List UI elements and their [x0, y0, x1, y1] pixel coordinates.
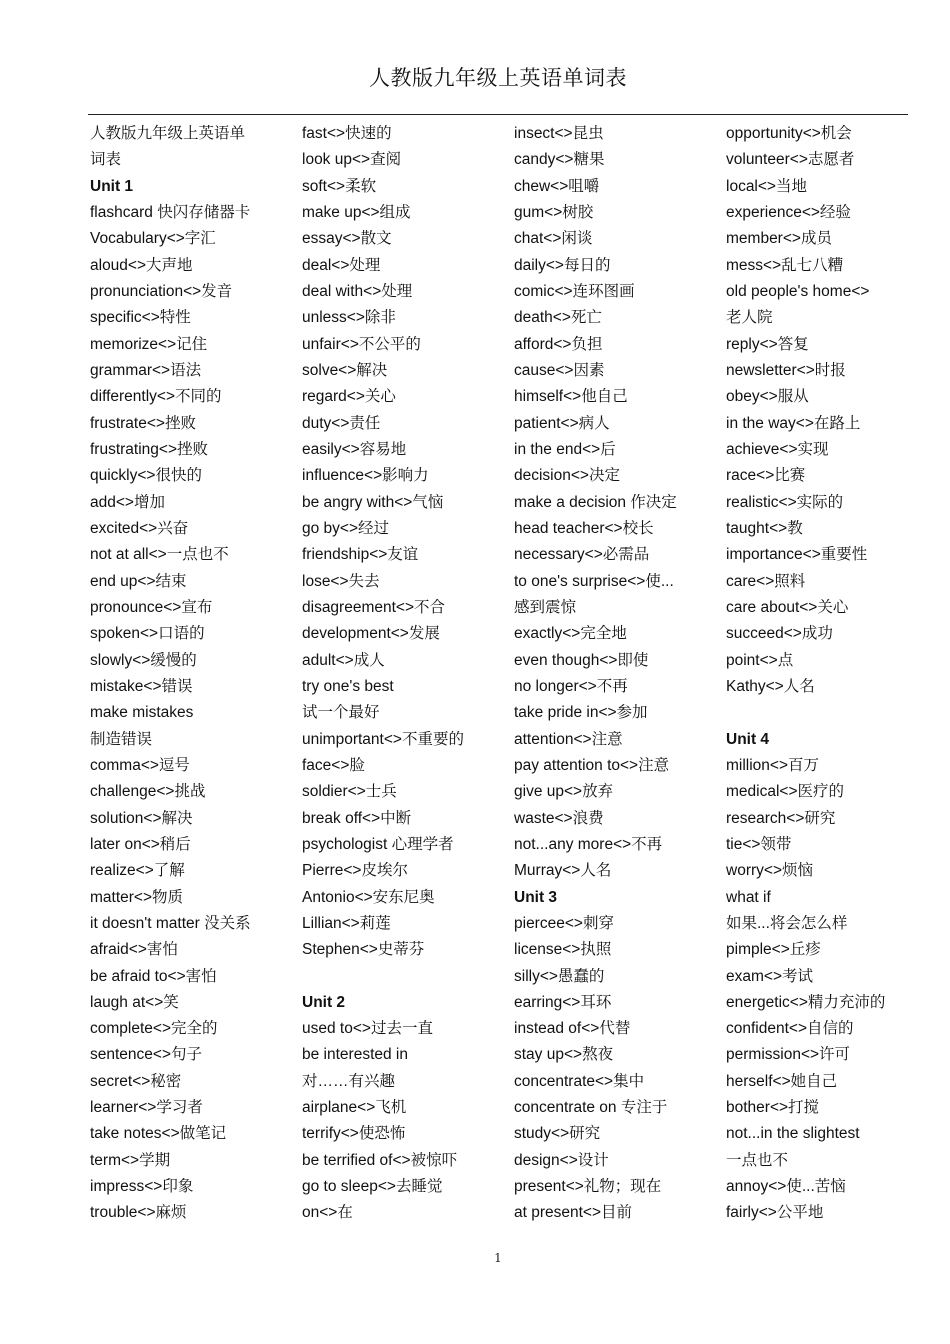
- vocab-entry: deal<>处理: [302, 256, 381, 274]
- vocab-entry: stay up<>熬夜: [514, 1046, 614, 1064]
- vocab-entry: Antonio<>安东尼奥: [302, 888, 435, 906]
- vocab-entry: differently<>不同的: [90, 388, 222, 406]
- vocab-entry: unfair<>不公平的: [302, 335, 421, 353]
- column-3: [514, 121, 726, 1227]
- vocab-entry: license<>执照: [514, 941, 612, 959]
- vocab-entry: worry<>烦恼: [726, 862, 813, 880]
- vocab-entry: used to<>过去一直: [302, 1020, 433, 1038]
- vocab-entry: what if: [726, 888, 771, 906]
- vocab-entry: himself<>他自己: [514, 388, 628, 406]
- vocab-entry: even though<>即使: [514, 651, 649, 669]
- vocab-entry: on<>在: [302, 1204, 353, 1222]
- vocab-entry: soft<>柔软: [302, 177, 377, 195]
- vocab-entry: pronounce<>宣布: [90, 598, 213, 616]
- vocab-entry: easily<>容易地: [302, 440, 407, 458]
- vocab-entry: Stephen<>史蒂芬: [302, 941, 425, 959]
- vocab-entry: 感到震惊: [514, 598, 577, 616]
- vocab-entry: confident<>自信的: [726, 1020, 854, 1038]
- vocab-entry: term<>学期: [90, 1151, 171, 1169]
- vocab-entry: airplane<>飞机: [302, 1099, 407, 1117]
- vocab-entry: disagreement<>不合: [302, 598, 446, 616]
- vocab-entry: care about<>关心: [726, 598, 849, 616]
- vocab-entry: study<>研究: [514, 1125, 601, 1143]
- vocab-entry: solution<>解决: [90, 809, 193, 827]
- vocab-entry: unless<>除非: [302, 309, 396, 327]
- vocab-entry: duty<>责任: [302, 414, 381, 432]
- vocab-entry: pay attention to<>注意: [514, 756, 670, 774]
- vocab-entry: old people's home<>: [726, 282, 870, 300]
- vocab-entry: flashcard 快闪存储器卡: [90, 203, 251, 221]
- vocab-entry: learner<>学习者: [90, 1099, 203, 1117]
- vocab-entry: chat<>闲谈: [514, 230, 593, 248]
- vocab-entry: 词表: [90, 151, 122, 169]
- vocab-entry: sentence<>句子: [90, 1046, 203, 1064]
- vocab-entry: comma<>逗号: [90, 756, 190, 774]
- vocab-entry: be afraid to<>害怕: [90, 967, 217, 985]
- vocab-entry: frustrating<>挫败: [90, 440, 209, 458]
- vocab-entry: necessary<>必需品: [514, 546, 650, 564]
- vocab-entry: mistake<>错误: [90, 677, 193, 695]
- vocab-entry: local<>当地: [726, 177, 807, 195]
- vocab-entry: go by<>经过: [302, 519, 390, 537]
- vocab-entry: adult<>成人: [302, 651, 385, 669]
- vocab-entry: be interested in: [302, 1046, 408, 1064]
- unit-heading: Unit 1: [90, 177, 134, 195]
- vocab-entry: friendship<>友谊: [302, 546, 419, 564]
- vocab-entry: attention<>注意: [514, 730, 623, 748]
- vocab-entry: impress<>印象: [90, 1178, 194, 1196]
- vocab-entry: not...in the slightest: [726, 1125, 860, 1143]
- vocab-entry: 试一个最好: [302, 704, 380, 722]
- vocab-entry: fast<>快速的: [302, 125, 392, 142]
- vocab-entry: to one's surprise<>使...: [514, 572, 674, 590]
- unit-heading: Unit 2: [302, 993, 346, 1011]
- vocab-entry: opportunity<>机会: [726, 125, 852, 142]
- column-2: [302, 121, 514, 1227]
- vocab-entry: essay<>散文: [302, 230, 392, 248]
- vocab-entry: make up<>组成: [302, 203, 411, 221]
- unit-heading: Unit 4: [726, 730, 770, 748]
- vocab-entry: patient<>病人: [514, 414, 610, 432]
- vocab-entry: race<>比赛: [726, 467, 806, 485]
- vocab-entry: trouble<>麻烦: [90, 1204, 187, 1222]
- vocab-entry: daily<>每日的: [514, 256, 611, 274]
- vocab-entry: reply<>答复: [726, 335, 809, 353]
- vocab-entry: 如果...将会怎么样: [726, 914, 848, 932]
- vocab-entry: it doesn't matter 没关系: [90, 914, 251, 932]
- vocab-entry: terrify<>使恐怖: [302, 1125, 406, 1143]
- vocab-entry: insect<>昆虫: [514, 125, 604, 142]
- vocab-entry: frustrate<>挫败: [90, 414, 196, 432]
- vocab-entry: candy<>糖果: [514, 151, 605, 169]
- vocab-entry: soldier<>士兵: [302, 783, 397, 801]
- vocab-entry: experience<>经验: [726, 203, 851, 221]
- vocab-entry: quickly<>很快的: [90, 467, 202, 485]
- vocab-entry: realize<>了解: [90, 862, 185, 880]
- vocab-entry: in the way<>在路上: [726, 414, 861, 432]
- vocab-entry: 制造错误: [90, 730, 153, 748]
- vocab-entry: be terrified of<>被惊吓: [302, 1151, 458, 1169]
- vocab-entry: end up<>结束: [90, 572, 187, 590]
- vocab-entry: decision<>决定: [514, 467, 620, 485]
- vocab-entry: permission<>许可: [726, 1046, 851, 1064]
- vocab-entry: not at all<>一点也不: [90, 546, 229, 564]
- vocab-entry: complete<>完全的: [90, 1020, 218, 1038]
- vocab-entry: 老人院: [726, 309, 773, 327]
- vocab-entry: no longer<>不再: [514, 677, 628, 695]
- vocab-entry: silly<>愚蠢的: [514, 967, 605, 985]
- vocab-entry: [302, 964, 514, 990]
- vocab-entry: be angry with<>气恼: [302, 493, 444, 511]
- vocab-entry: herself<>她自己: [726, 1072, 838, 1090]
- vocab-entry: challenge<>挑战: [90, 783, 206, 801]
- vocab-entry: development<>发展: [302, 625, 440, 643]
- column-4: [726, 121, 938, 1227]
- vocab-entry: waste<>浪费: [514, 809, 604, 827]
- vocab-entry: present<>礼物；现在: [514, 1178, 662, 1196]
- vocab-entry: add<>增加: [90, 493, 165, 511]
- vocab-entry: grammar<>语法: [90, 361, 202, 379]
- vocab-entry: spoken<>口语的: [90, 625, 205, 643]
- vocab-entry: newsletter<>时报: [726, 361, 846, 379]
- vocab-entry: look up<>查阅: [302, 151, 402, 169]
- vocab-entry: achieve<>实现: [726, 440, 829, 458]
- vocab-entry: comic<>连环图画: [514, 282, 635, 300]
- vocab-entry: care<>照料: [726, 572, 806, 590]
- vocab-entry: succeed<>成功: [726, 625, 833, 643]
- vocab-entry: Pierre<>皮埃尔: [302, 862, 408, 880]
- vocab-entry: design<>设计: [514, 1151, 609, 1169]
- vocab-entry: lose<>失去: [302, 572, 380, 590]
- vocab-entry: volunteer<>志愿者: [726, 151, 855, 169]
- vocab-entry: cause<>因素: [514, 361, 605, 379]
- vocab-entry: annoy<>使...苦恼: [726, 1178, 846, 1196]
- vocab-entry: gum<>树胶: [514, 203, 594, 221]
- vocab-entry: tie<>领带: [726, 835, 792, 853]
- vocab-entry: afraid<>害怕: [90, 941, 178, 959]
- vocab-entry: at present<>目前: [514, 1204, 633, 1222]
- vocab-entry: head teacher<>校长: [514, 519, 654, 537]
- vocab-entry: chew<>咀嚼: [514, 177, 600, 195]
- vocab-entry: instead of<>代替: [514, 1020, 631, 1038]
- vocab-entry: medical<>医疗的: [726, 783, 845, 801]
- vocab-entry: influence<>影响力: [302, 467, 429, 485]
- vocab-entry: bother<>打搅: [726, 1099, 820, 1117]
- vocab-entry: give up<>放弃: [514, 783, 614, 801]
- vocab-entry: pimple<>丘疹: [726, 941, 821, 959]
- vocab-entry: concentrate on 专注于: [514, 1099, 668, 1117]
- vocab-entry: exactly<>完全地: [514, 625, 627, 643]
- vocab-entry: obey<>服从: [726, 388, 809, 406]
- vocab-entry: memorize<>记住: [90, 335, 208, 353]
- vocab-entry: realistic<>实际的: [726, 493, 844, 511]
- vocab-entry: research<>研究: [726, 809, 836, 827]
- vocab-entry: break off<>中断: [302, 809, 412, 827]
- vocab-entry: importance<>重要性: [726, 546, 868, 564]
- vocab-entry: afford<>负担: [514, 335, 603, 353]
- column-1: [90, 121, 302, 1227]
- vocab-entry: try one's best: [302, 677, 394, 695]
- vocab-entry: energetic<>精力充沛的: [726, 993, 886, 1011]
- vocab-entry: unimportant<>不重要的: [302, 730, 464, 748]
- vocab-entry: pronunciation<>发音: [90, 282, 233, 300]
- vocab-entry: aloud<>大声地: [90, 256, 193, 274]
- vocab-entry: death<>死亡: [514, 309, 602, 327]
- vocab-entry: fairly<>公平地: [726, 1204, 824, 1222]
- vocab-entry: million<>百万: [726, 756, 820, 774]
- vocab-entry: member<>成员: [726, 230, 832, 248]
- vocab-entry: exam<>考试: [726, 967, 814, 985]
- vocabulary-columns: [90, 121, 920, 1227]
- vocab-entry: specific<>特性: [90, 309, 191, 327]
- vocab-entry: go to sleep<>去睡觉: [302, 1178, 443, 1196]
- vocab-entry: concentrate<>集中: [514, 1072, 645, 1090]
- vocab-entry: taught<>教: [726, 519, 803, 537]
- vocab-entry: piercee<>刺穿: [514, 914, 614, 932]
- vocab-entry: point<>点: [726, 651, 794, 669]
- vocab-entry: take notes<>做笔记: [90, 1125, 227, 1143]
- vocab-entry: make a decision 作决定: [514, 493, 677, 511]
- vocab-entry: mess<>乱七八糟: [726, 256, 844, 274]
- vocab-entry: 一点也不: [726, 1151, 789, 1169]
- vocab-entry: regard<>关心: [302, 388, 396, 406]
- vocab-entry: deal with<>处理: [302, 282, 413, 300]
- page-number: 1: [494, 1251, 502, 1265]
- vocab-entry: Vocabulary<>字汇: [90, 230, 216, 248]
- vocab-entry: Murray<>人名: [514, 862, 612, 880]
- vocab-entry: slowly<>缓慢的: [90, 651, 197, 669]
- vocab-entry: laugh at<>笑: [90, 993, 179, 1011]
- vocab-entry: 对……有兴趣: [302, 1072, 396, 1090]
- vocab-entry: excited<>兴奋: [90, 519, 189, 537]
- vocab-entry: in the end<>后: [514, 440, 616, 458]
- vocab-entry: [726, 700, 938, 726]
- vocab-entry: Lillian<>莉莲: [302, 914, 391, 932]
- vocab-entry: make mistakes: [90, 704, 194, 722]
- vocab-entry: secret<>秘密: [90, 1072, 182, 1090]
- unit-heading: Unit 3: [514, 888, 558, 906]
- vocab-entry: psychologist 心理学者: [302, 835, 454, 853]
- page-title: 人教版九年级上英语单词表: [369, 66, 627, 90]
- vocab-entry: Kathy<>人名: [726, 677, 815, 695]
- vocab-entry: earring<>耳环: [514, 993, 612, 1011]
- vocab-entry: matter<>物质: [90, 888, 184, 906]
- vocab-entry: not...any more<>不再: [514, 835, 663, 853]
- vocab-entry: face<>脸: [302, 756, 365, 774]
- vocab-entry: later on<>稍后: [90, 835, 191, 853]
- vocab-entry: solve<>解决: [302, 361, 388, 379]
- vocab-entry: take pride in<>参加: [514, 704, 648, 722]
- vocab-entry: 人教版九年级上英语单: [90, 125, 246, 142]
- title-divider: [88, 114, 908, 115]
